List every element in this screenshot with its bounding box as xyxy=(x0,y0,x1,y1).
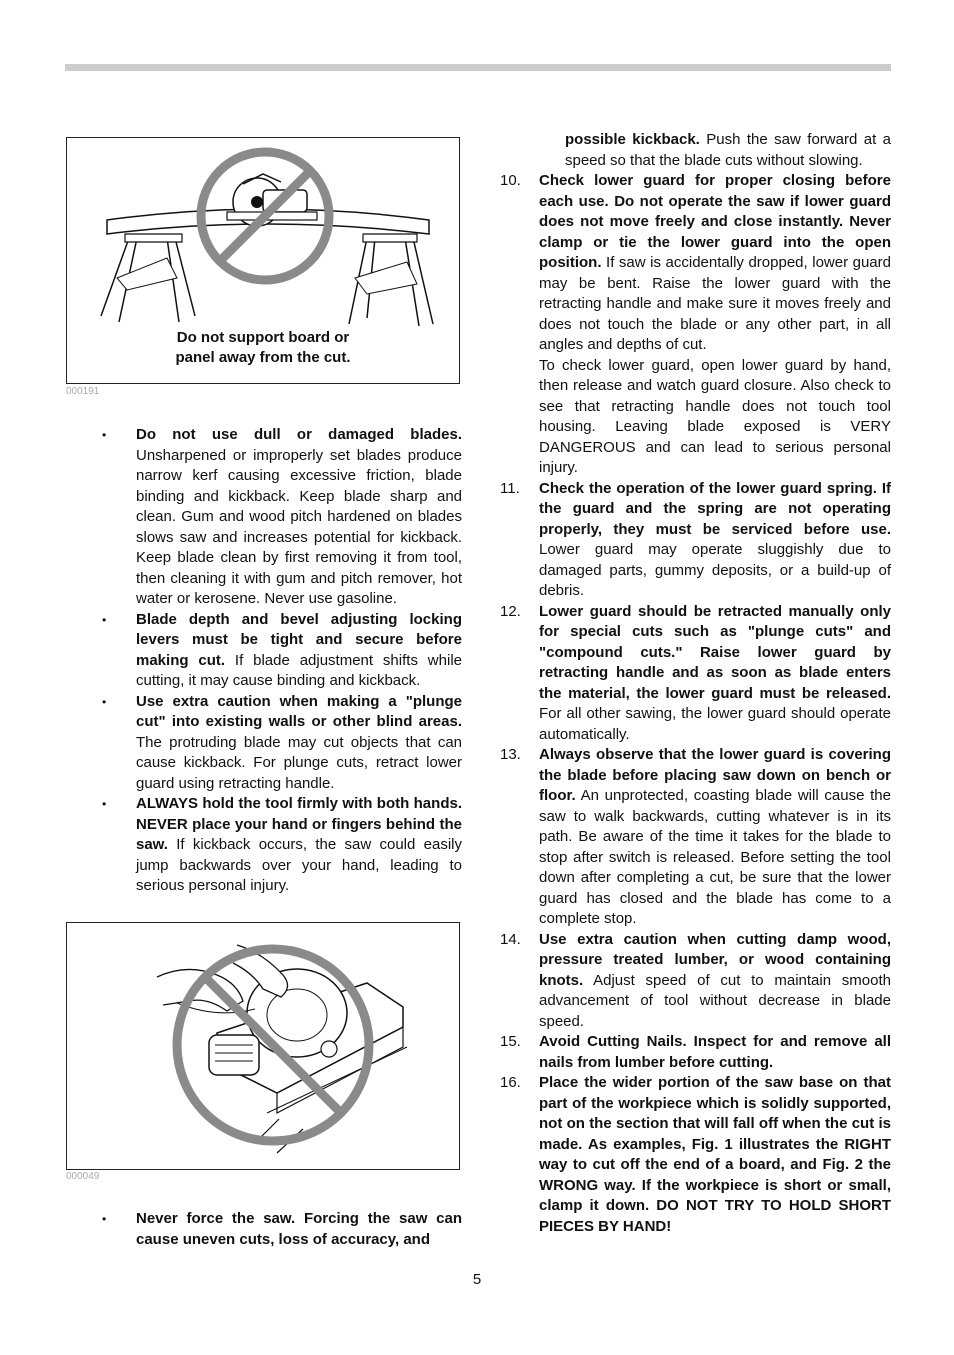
item-text: Lower guard may operate sluggishly due to damaged parts, gummy deposits, or a build-up of debris. xyxy=(539,541,891,599)
bullet-mark: • xyxy=(102,1212,107,1226)
list-item xyxy=(100,1209,462,1250)
item-number: 11. xyxy=(500,479,520,497)
page-number: 5 xyxy=(472,1271,482,1288)
list-item xyxy=(500,745,891,930)
figure-code: 000191 xyxy=(66,386,100,397)
item-bold-text: Lower guard should be retracted manually only for special cuts such as "plunge cuts" and "compound cuts." Raise lower guard by retracting handle and as soon as blade enters the material, the lower guard must be released. xyxy=(539,602,891,702)
item-number: 10. xyxy=(500,172,521,189)
left-bullet-list-continued xyxy=(100,1209,462,1250)
figure-code: 000049 xyxy=(66,1171,100,1182)
item-text: The protruding blade may cut objects that can cause kickback. For plunge cuts, retract lower guard using retracting handle. xyxy=(136,733,462,792)
item-number: 12. xyxy=(500,602,521,620)
list-item xyxy=(500,1073,891,1237)
list-item xyxy=(100,610,462,692)
hand-saw-illustration xyxy=(67,923,459,1169)
bullet-mark: • xyxy=(102,694,107,709)
item-bold-text: Do not use dull or damaged blades. xyxy=(136,426,462,443)
item-number: 14. xyxy=(500,930,521,948)
figure-hand-behind-saw xyxy=(66,922,460,1170)
bullet-mark: • xyxy=(102,612,107,627)
list-item xyxy=(500,602,891,746)
item-bold-text: Check the operation of the lower guard spring. If the guard and the spring are not operating properly, they must be serviced before use. xyxy=(539,479,891,538)
item-number: 13. xyxy=(500,746,521,763)
figure-caption xyxy=(67,328,459,368)
item-bold-text: Never force the saw. Forcing the saw can cause uneven cuts, loss of accuracy, and xyxy=(136,1210,462,1248)
item-text: Push the saw forward at a speed so that the blade cuts without slowing. xyxy=(565,131,892,169)
list-item xyxy=(500,479,891,602)
item-bold-text: ALWAYS hold the tool firmly with both hands. NEVER place your hand or fingers behind the saw. xyxy=(136,795,462,853)
item-bold-text: Place the wider portion of the saw base on that part of the workpiece which is solidly supported, not on the section that will fall off when the cut is made. As examples, Fig. 1 illustrates the RIGHT way to cut off the end of a board, and Fig. 2 the WRONG way. If the workpiece is short or small, clamp it down. DO NOT TRY TO HOLD SHORT PIECES BY HAND! xyxy=(539,1074,891,1235)
item-bold-text: possible kickback. xyxy=(565,131,700,148)
item-text: For all other sawing, the lower guard should operate automatically. xyxy=(539,705,891,743)
caption-line-1: Do not support board or xyxy=(176,329,350,346)
item-bold-text: Always observe that the lower guard is covering the blade before placing saw down on bench or floor. xyxy=(539,746,891,804)
list-item xyxy=(500,171,891,479)
caption-line-2: panel away from the cut. xyxy=(175,349,351,366)
list-item xyxy=(100,794,462,897)
item-note: To check lower guard, open lower guard by hand, then release and watch guard closure. Also check to see that retracting handle does not touch tool housing. Leaving blade exposed is VERY DANGEROUS and can lead to serious personal injury. xyxy=(539,356,891,476)
figure-board-unsupported xyxy=(66,137,460,384)
item-number: 15. xyxy=(500,1033,521,1050)
item-bold-text: Use extra caution when making a "plunge cut" into existing walls or other blind areas. xyxy=(136,692,462,730)
list-item xyxy=(100,425,462,610)
left-bullet-list xyxy=(100,425,462,897)
list-item xyxy=(100,692,462,795)
item-text: Adjust speed of cut to maintain smooth advancement of tool without decrease in blade speed. xyxy=(539,971,891,1030)
list-item xyxy=(500,1032,891,1073)
right-numbered-list xyxy=(500,130,891,1237)
item-text: Unsharpened or improperly set blades produce narrow kerf causing excessive friction, blade binding and kickback. Keep blade sharp and clean. Gum and wood pitch hardened on blades slows saw and increases potential for kickback. Keep blade clean by first removing it from tool, then cleaning it with gum and pitch remover, hot water or kerosene. Never use gasoline. xyxy=(136,446,462,607)
item-number: 16. xyxy=(500,1074,521,1091)
item-text: An unprotected, coasting blade will cause the saw to walk backwards, cutting whatever is in its path. Be aware of the time it takes for the blade to stop after switch is released. Before setting the tool down after completing a cut, be sure that the lower guard has closed and the blade has come to a complete stop. xyxy=(539,787,891,927)
header-rule xyxy=(65,64,891,71)
list-item xyxy=(500,930,891,1033)
item-text: If kickback occurs, the saw could easily jump backwards over your hand, leading to serious personal injury. xyxy=(136,836,462,894)
item-bold-text: Check lower guard for proper closing before each use. Do not operate the saw if lower guard does not move freely and close instantly. Never clamp or tie the lower guard into the open position. xyxy=(539,172,891,271)
item-bold-text: Avoid Cutting Nails. Inspect for and remove all nails from lumber before cutting. xyxy=(539,1033,891,1071)
item-bold-text: Use extra caution when cutting damp wood, pressure treated lumber, or wood containing knots. xyxy=(539,930,891,989)
item-text: If blade adjustment shifts while cutting, it may cause binding and kickback. xyxy=(136,651,462,689)
bullet-mark: • xyxy=(102,797,107,811)
continued-text xyxy=(500,130,891,171)
item-bold-text: Blade depth and bevel adjusting locking levers must be tight and secure before making cut. xyxy=(136,610,462,669)
bullet-mark: • xyxy=(102,428,107,442)
item-text: If saw is accidentally dropped, lower guard may be bent. Raise the lower guard with the retracting handle and make sure it moves freely and does not touch the blade or any other part, in all angles and depths of cut. xyxy=(539,254,891,353)
